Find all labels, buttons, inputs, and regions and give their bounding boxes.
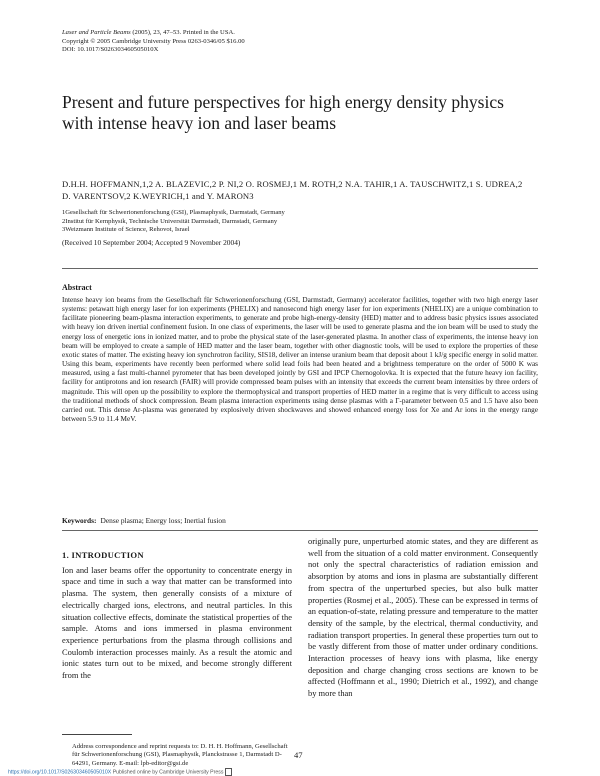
abstract-heading: Abstract: [62, 283, 92, 292]
abstract-text: Intense heavy ion beams from the Gesellschaft für Schwerionenforschung (GSI, Darmstadt, Germany) accelerator facilities, together with two high energy laser systems: petawatt high energy laser for ion experiments (PHELIX) and nanosecond high energy laser for ion experiments (NHELIX) are a unique combination to facilitate pioneering beam-plasma interaction experiments, to generate and probe high-energy-density (HED) matter and to address basic physics issues associated with heavy ion driven inertial confinement fusion. In one class of experiments, the laser will be used to generate plasma and the ion beam will be used to study the energy loss of energetic ions in ionized matter, and to probe the physical state of the laser-generated plasma. In another class of experiments, the intense heavy ion beam will be employed to create a sample of HED matter and the laser beam, together with other diagnostic tools, will be used to explore the properties of these exotic states of matter. The existing heavy ion synchrotron facility, SIS18, deliver an intense uranium beam that deposit about 1 kJ/g specific energy in solid matter. Using this beam, experiments have recently been performed where solid lead foils had been heated and a brightness temperature on the order of 5000 K was measured, using a fast multi-channel pyrometer that has been developed jointly by GSI and IPCP Chernogolovka. It is expected that the future heavy ion facility, facility for antiprotons and ion research (FAIR) will provide compressed beam pulses with an intensity that exceeds the current beam intensities by three orders of magnitude. This will open up the possibility to explore the thermophysical and transport properties of HED matter in a regime that is very difficult to access using the traditional methods of shock compression. Beam plasma interaction experiments using dense plasmas with a Γ-parameter between 0.5 and 1.5 have also been carried out. This dense Ar-plasma was generated by explosively driven shockwaves and showed enhanced energy loss for Xe and Ar ions in the energy range between 5.9 to 11.4 MeV.: [62, 296, 538, 424]
keywords: [62, 516, 226, 525]
journal-header: [62, 29, 245, 55]
intro-left-text: Ion and laser beams offer the opportunity to concentrate energy in space and time in such a way that matter can be transformed into plasma. The system, then generally consists of a mixture of electrically charged ions, electrons, and neutral particles. In this situation collective effects, dominate the statistical properties of the sample. Atoms and ions immersed in plasma environment experience perturbations from the plasma through collisions and Coulomb interaction processes mainly. As a result the atomic and ionic states turn out to be mixed, and become strongly different from the: [62, 564, 292, 681]
affiliation-3: 3Weizmann Institute of Science, Rehovot, Israel: [62, 226, 190, 234]
received-dates: (Received 10 September 2004; Accepted 9 November 2004): [62, 238, 241, 247]
affiliation-2: 2Institut für Kernphysik, Technische Universität Darmstadt, Darmstadt, Germany: [62, 217, 278, 225]
article-title: Present and future perspectives for high energy density physics with intense heavy ion and laser beams: [62, 92, 504, 133]
affiliations: [62, 209, 532, 235]
divider-top: [62, 268, 538, 269]
doi-link[interactable]: https://doi.org/10.1017/S026303460505010X: [8, 769, 112, 776]
journal-name: Laser and Particle Beams: [62, 29, 131, 36]
keywords-label: Keywords:: [62, 516, 97, 525]
footer: [8, 768, 232, 776]
footer-text: Published online by Cambridge University Press: [111, 769, 224, 776]
section-heading: 1. INTRODUCTION: [62, 550, 144, 560]
affiliation-1: 1Gesellschaft für Schwerionenforschung (GSI), Plasmaphysik, Darmstadt, Germany: [62, 209, 285, 216]
document-icon: [225, 768, 232, 776]
intro-right-column: [308, 536, 538, 700]
journal-citation: (2005), 23, 47–53. Printed in the USA.: [130, 29, 235, 36]
intro-right-text: originally pure, unperturbed atomic states, and they are different as well from the situation of a cold matter environment. Consequently not only the spectral characteristics of radiation emission and absorption by atoms and ions in plasma are substantially different from spectra of the unperturbed species, but also bulk matter properties (Rosmej et al., 2005). These can be expressed in terms of an equation-of-state, relating pressure and temperature to the matter density of the sample, by the electrical, thermal conductivity, and radiation transport properties. In general these properties turn out to be vastly different from those of matter under ordinary conditions. Interaction processes of heavy ions with plasma, like energy deposition and charge changing cross sections are known to be affected (Hoffmann et al., 1990; Dietrich et al., 1992), and change by more than: [308, 536, 538, 699]
author-list: D.H.H. HOFFMANN,1,2 A. BLAZEVIC,2 P. NI,2 O. ROSMEJ,1 M. ROTH,2 N.A. TAHIR,1 A. TAUSCHWITZ,1 S. UDREA,2 D. VARENTSOV,2 K.WEYRICH,1 and Y. MARON3: [62, 179, 523, 201]
doi-line: DOI: 10.1017/S026303460505010X: [62, 46, 159, 54]
intro-left-column: [62, 550, 292, 682]
page-number: 47: [294, 750, 303, 760]
keywords-list: Dense plasma; Energy loss; Inertial fusion: [100, 516, 226, 525]
footnote-text: Address correspondence and reprint requests to: D. H. H. Hoffmann, Gesellschaft für Schwerionenforschung (GSI), Plasmaphysik, Planckstrasse 1, Darmstadt D-64291, Germany. E-mail: lpb-editor@gsi.de: [72, 743, 288, 767]
copyright-line: Copyright © 2005 Cambridge University Press 0263-0346/05 $16.00: [62, 37, 245, 45]
divider-bottom: [62, 530, 538, 531]
footnote-rule: [62, 734, 132, 735]
footnote: [62, 743, 295, 768]
